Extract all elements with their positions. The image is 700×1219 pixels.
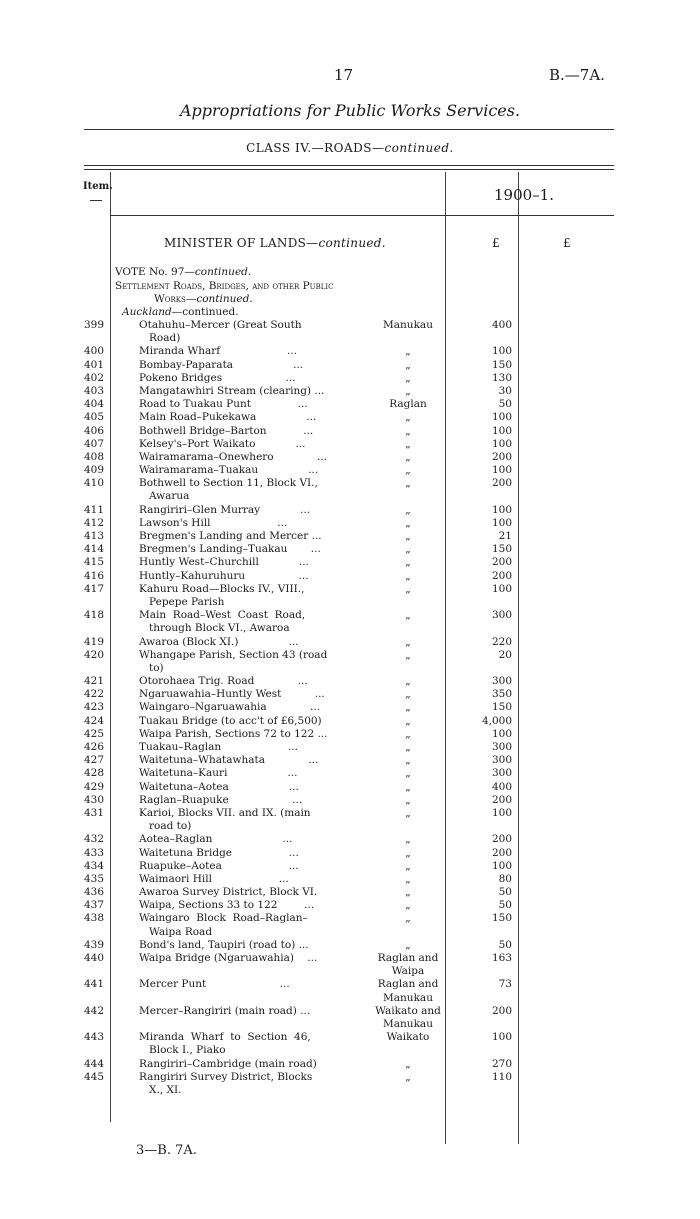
item-number: 419	[84, 635, 105, 648]
electoral-district: Raglan and	[377, 978, 439, 991]
table-row	[0, 570, 700, 583]
item-number: 423	[84, 701, 105, 714]
vote-heading	[115, 266, 251, 278]
vote-heading-main: VOTE No. 97—	[115, 266, 195, 278]
amount: 270	[491, 1057, 512, 1070]
electoral-district: „	[405, 503, 411, 516]
item-description: Ruapuke–Aotea ...	[139, 859, 299, 872]
page-number: 17	[334, 66, 354, 84]
electoral-district: Waikato and	[375, 1004, 441, 1017]
electoral-district: „	[405, 450, 411, 463]
amount: 21	[498, 530, 512, 542]
item-number: 414	[84, 543, 105, 556]
appropriations-table	[0, 319, 700, 1097]
item-description: through Block VI., Awaroa	[139, 622, 290, 635]
table-row	[0, 622, 700, 635]
item-number: 420	[84, 648, 105, 661]
item-number: 444	[84, 1057, 105, 1070]
table-row	[0, 609, 700, 622]
item-description: Main Road–Pukekawa ...	[139, 411, 317, 424]
amount: 200	[491, 569, 512, 582]
item-number: 429	[84, 780, 105, 793]
table-row	[0, 1071, 700, 1084]
amount: 100	[491, 516, 512, 529]
table-row	[0, 886, 700, 899]
electoral-district: „	[405, 938, 411, 951]
amount: 400	[491, 319, 512, 331]
table-top-rule-1	[84, 165, 614, 166]
item-description: road to)	[139, 820, 192, 833]
amount: 150	[491, 543, 512, 556]
amount: 100	[491, 411, 512, 424]
amount: 50	[498, 398, 512, 411]
item-description: Aotea–Raglan ...	[139, 833, 293, 846]
item-number: 399	[84, 319, 105, 331]
item-number: 400	[84, 345, 105, 358]
footer-reference: 3—B. 7A.	[136, 1143, 197, 1158]
table-row	[0, 1058, 700, 1071]
auckland-region: Auckland	[122, 306, 172, 318]
electoral-district: „	[405, 345, 411, 358]
electoral-district: „	[405, 1070, 411, 1083]
page-title: Appropriations for Public Works Services.	[179, 101, 521, 120]
item-number: 421	[84, 675, 105, 688]
electoral-district: „	[405, 648, 411, 661]
electoral-district: „	[405, 635, 411, 648]
amount: 200	[491, 450, 512, 463]
table-top-rule-2	[84, 169, 614, 170]
item-number: 404	[84, 398, 105, 411]
item-number: 402	[84, 371, 105, 384]
item-description: Waitetuna–Aotea ...	[139, 780, 299, 793]
electoral-district: „	[405, 1057, 411, 1070]
amount: 100	[491, 727, 512, 740]
electoral-district: „	[405, 741, 411, 753]
item-description: Waipa Road	[139, 925, 213, 938]
electoral-district: „	[405, 675, 411, 688]
electoral-district: „	[405, 384, 411, 397]
item-description: Lawson's Hill ...	[139, 516, 288, 529]
item-number: 443	[84, 1031, 105, 1044]
amount: 100	[491, 437, 512, 450]
item-description: Whangape Parish, Section 43 (road	[139, 648, 328, 661]
minister-heading	[164, 236, 386, 250]
item-description: Rangiriri Survey District, Blocks	[139, 1070, 313, 1083]
item-number: 438	[84, 912, 105, 925]
item-number: 440	[84, 952, 105, 964]
electoral-district: „	[405, 859, 411, 872]
item-description: Tuakau–Raglan ...	[139, 741, 298, 753]
table-row	[0, 438, 700, 451]
electoral-district: „	[405, 727, 411, 740]
item-description: Awaroa Survey District, Block VI.	[139, 886, 318, 899]
item-number: 413	[84, 530, 105, 542]
table-row	[0, 596, 700, 609]
minister-heading-continued: continued.	[318, 236, 386, 250]
table-row	[0, 556, 700, 569]
item-description: Awarua	[139, 490, 190, 503]
table-row	[0, 873, 700, 886]
electoral-district: „	[405, 806, 411, 819]
table-row	[0, 899, 700, 912]
class-title	[0, 141, 700, 155]
electoral-district: „	[405, 833, 411, 846]
amount: 300	[491, 741, 512, 753]
table-row	[0, 530, 700, 543]
table-row	[0, 451, 700, 464]
electoral-district: Raglan and	[377, 952, 439, 964]
table-row	[0, 543, 700, 556]
item-description: Awaroa (Block XI.) ...	[139, 635, 299, 648]
electoral-district: „	[405, 582, 411, 595]
amount: 200	[491, 477, 512, 490]
table-row	[0, 1005, 700, 1018]
item-description: Rangiriri–Cambridge (main road)	[139, 1057, 317, 1070]
electoral-district: „	[405, 424, 411, 437]
electoral-district: „	[405, 609, 411, 622]
amount: 100	[491, 345, 512, 358]
item-description: Rangiriri–Glen Murray ...	[139, 503, 311, 516]
table-row	[0, 715, 700, 728]
class-title-continued: continued.	[384, 141, 454, 155]
electoral-district: „	[405, 899, 411, 912]
settlement-roads-heading-2-main: Works—	[154, 293, 197, 305]
item-description: Waipa Parish, Sections 72 to 122 ...	[139, 727, 328, 740]
item-description: Ngaruawahia–Huntly West ...	[139, 688, 325, 701]
amount: 100	[491, 503, 512, 516]
item-number: 418	[84, 609, 105, 622]
electoral-district: Manukau	[383, 1017, 433, 1030]
table-row	[0, 675, 700, 688]
minister-heading-main: MINISTER OF LANDS—	[164, 236, 319, 250]
table-row	[0, 398, 700, 411]
electoral-district: „	[405, 530, 411, 542]
table-row	[0, 847, 700, 860]
item-number: 403	[84, 384, 105, 397]
table-row	[0, 807, 700, 820]
electoral-district: „	[405, 688, 411, 701]
item-number: 441	[84, 978, 105, 991]
item-number: 411	[84, 503, 105, 516]
item-number: 428	[84, 767, 105, 780]
item-number: 433	[84, 846, 105, 859]
table-row	[0, 662, 700, 675]
vote-heading-continued: continued.	[194, 266, 252, 278]
table-row	[0, 1018, 700, 1031]
header-bottom-rule	[110, 215, 614, 216]
item-number: 430	[84, 793, 105, 806]
electoral-district: „	[405, 714, 411, 727]
item-description: Huntly West–Churchill ...	[139, 556, 309, 569]
amount: 4,000	[481, 714, 512, 727]
item-description: Mercer–Rangiriri (main road) ...	[139, 1004, 311, 1017]
item-number: 405	[84, 411, 105, 424]
table-row	[0, 728, 700, 741]
amount: 400	[491, 780, 512, 793]
electoral-district: Raglan	[389, 398, 427, 411]
item-number: 415	[84, 556, 105, 569]
amount: 100	[491, 806, 512, 819]
table-row	[0, 965, 700, 978]
amount: 220	[491, 635, 512, 648]
item-number: 410	[84, 477, 105, 490]
item-description: Tuakau Bridge (to acc't of £6,500)	[139, 714, 322, 727]
table-row	[0, 345, 700, 358]
table-row	[0, 820, 700, 833]
table-row	[0, 978, 700, 991]
table-row	[0, 754, 700, 767]
pound-sign-col1: £	[492, 236, 500, 250]
item-description: Waitetuna Bridge ...	[139, 846, 299, 859]
electoral-district: „	[405, 464, 411, 477]
item-description: Bothwell Bridge–Barton ...	[139, 424, 314, 437]
item-number: 425	[84, 727, 105, 740]
item-description: Otorohaea Trig. Road ...	[139, 675, 308, 688]
table-row	[0, 425, 700, 438]
amount: 100	[491, 424, 512, 437]
table-row	[0, 701, 700, 714]
item-description: to)	[139, 661, 164, 674]
electoral-district: „	[405, 886, 411, 899]
amount: 100	[491, 464, 512, 477]
amount: 100	[491, 582, 512, 595]
electoral-district: „	[405, 912, 411, 925]
item-description: Waitetuna–Whatawhata ...	[139, 754, 319, 767]
amount: 100	[491, 859, 512, 872]
item-description: Bothwell to Section 11, Block VI.,	[139, 477, 318, 490]
item-number: 401	[84, 358, 105, 371]
table-row	[0, 741, 700, 754]
table-row	[0, 926, 700, 939]
item-description: Bond's land, Taupiri (road to) ...	[139, 938, 309, 951]
item-description: Bregmen's Landing–Tuakau ...	[139, 543, 321, 556]
electoral-district: Waikato	[386, 1031, 430, 1044]
table-row	[0, 860, 700, 873]
amount: 50	[498, 938, 512, 951]
table-row	[0, 992, 700, 1005]
item-number: 426	[84, 741, 105, 753]
amount: 200	[491, 1004, 512, 1017]
electoral-district: „	[405, 477, 411, 490]
item-column-header: Item.	[83, 181, 113, 192]
item-number: 431	[84, 806, 105, 819]
item-description: Karioi, Blocks VII. and IX. (main	[139, 806, 311, 819]
item-description: Waingaro–Ngaruawahia ...	[139, 701, 321, 714]
table-row	[0, 781, 700, 794]
amount: 350	[491, 688, 512, 701]
item-description: Waipa Bridge (Ngaruawahia) ...	[139, 952, 318, 964]
amount: 80	[498, 872, 512, 885]
item-description: Waimaori Hill ...	[139, 872, 289, 885]
table-row	[0, 319, 700, 332]
table-row	[0, 767, 700, 780]
auckland-continued: —continued.	[171, 306, 239, 318]
item-number: 432	[84, 833, 105, 846]
electoral-district: „	[405, 371, 411, 384]
electoral-district: Manukau	[383, 991, 433, 1004]
item-number: 424	[84, 714, 105, 727]
auckland-subheading	[122, 306, 239, 318]
item-description: Bombay-Paparata ...	[139, 358, 304, 371]
table-row	[0, 464, 700, 477]
item-number: 439	[84, 938, 105, 951]
table-row	[0, 332, 700, 345]
item-description: Otahuhu–Mercer (Great South	[139, 319, 302, 331]
electoral-district: „	[405, 872, 411, 885]
item-number: 427	[84, 754, 105, 767]
settlement-roads-heading-2-continued: continued.	[196, 293, 253, 305]
table-row	[0, 688, 700, 701]
table-row	[0, 1031, 700, 1044]
amount: 100	[491, 1031, 512, 1044]
table-row	[0, 912, 700, 925]
title-rule	[84, 129, 614, 130]
item-number: 416	[84, 569, 105, 582]
electoral-district: „	[405, 569, 411, 582]
amount: 200	[491, 846, 512, 859]
amount: 30	[498, 384, 512, 397]
item-header-dash	[90, 200, 102, 201]
item-description: Wairamarama–Onewhero ...	[139, 450, 328, 463]
table-row	[0, 517, 700, 530]
item-description: Waitetuna–Kauri ...	[139, 767, 298, 780]
table-row	[0, 504, 700, 517]
amount: 150	[491, 912, 512, 925]
amount: 200	[491, 793, 512, 806]
amount: 50	[498, 886, 512, 899]
year-header: 1900–1.	[494, 186, 554, 204]
electoral-district: Manukau	[383, 319, 433, 331]
electoral-district: „	[405, 767, 411, 780]
table-row	[0, 939, 700, 952]
table-row	[0, 1044, 700, 1057]
item-description: Miranda Wharf ...	[139, 345, 297, 358]
item-number: 435	[84, 872, 105, 885]
electoral-district: „	[405, 358, 411, 371]
item-description: Block I., Piako	[139, 1044, 226, 1057]
amount: 300	[491, 767, 512, 780]
settlement-roads-heading-2	[154, 293, 253, 305]
item-description: Pokeno Bridges ...	[139, 371, 296, 384]
item-description: Bregmen's Landing and Mercer ...	[139, 530, 322, 542]
table-row	[0, 794, 700, 807]
item-number: 412	[84, 516, 105, 529]
table-row	[0, 583, 700, 596]
electoral-district: „	[405, 437, 411, 450]
table-row	[0, 1084, 700, 1097]
item-description: Waingaro Block Road–Raglan–	[139, 912, 308, 925]
class-title-main: CLASS IV.—ROADS—	[246, 141, 385, 155]
table-row	[0, 833, 700, 846]
item-number: 417	[84, 582, 105, 595]
item-description: Road)	[139, 332, 181, 345]
amount: 110	[491, 1070, 512, 1083]
item-description: Road to Tuakau Punt ...	[139, 398, 308, 411]
electoral-district: „	[405, 516, 411, 529]
amount: 300	[491, 609, 512, 622]
table-row	[0, 411, 700, 424]
table-row	[0, 372, 700, 385]
item-description: Raglan–Ruapuke ...	[139, 793, 303, 806]
item-description: Kahuru Road—Blocks IV., VIII.,	[139, 582, 305, 595]
electoral-district: Waipa	[391, 965, 425, 978]
table-row	[0, 649, 700, 662]
pound-sign-col2: £	[563, 236, 571, 250]
item-description: X., XI.	[139, 1083, 182, 1096]
electoral-district: „	[405, 846, 411, 859]
document-reference: B.—7A.	[549, 66, 605, 84]
table-row	[0, 359, 700, 372]
electoral-district: „	[405, 411, 411, 424]
table-row	[0, 952, 700, 965]
item-description: Huntly–Kahuruhuru ...	[139, 569, 309, 582]
item-number: 434	[84, 859, 105, 872]
settlement-roads-heading: Settlement Roads, Bridges, and other Public	[115, 280, 334, 292]
amount: 200	[491, 833, 512, 846]
amount: 300	[491, 754, 512, 767]
item-description: Pepepe Parish	[139, 595, 225, 608]
table-row	[0, 636, 700, 649]
item-number: 409	[84, 464, 105, 477]
electoral-district: „	[405, 556, 411, 569]
amount: 163	[491, 952, 512, 964]
amount: 73	[498, 978, 512, 991]
electoral-district: „	[405, 543, 411, 556]
electoral-district: „	[405, 780, 411, 793]
amount: 130	[491, 371, 512, 384]
item-description: Kelsey's–Port Waikato ...	[139, 437, 306, 450]
amount: 20	[498, 648, 512, 661]
table-row	[0, 490, 700, 503]
item-number: 437	[84, 899, 105, 912]
table-row	[0, 477, 700, 490]
item-description: Mercer Punt ...	[139, 978, 290, 991]
item-number: 406	[84, 424, 105, 437]
table-row	[0, 385, 700, 398]
item-number: 436	[84, 886, 105, 899]
amount: 150	[491, 701, 512, 714]
item-description: Main Road–West Coast Road,	[139, 609, 306, 622]
amount: 150	[491, 358, 512, 371]
amount: 50	[498, 899, 512, 912]
electoral-district: „	[405, 701, 411, 714]
item-description: Wairamarama–Tuakau ...	[139, 464, 319, 477]
item-number: 407	[84, 437, 105, 450]
amount: 300	[491, 675, 512, 688]
electoral-district: „	[405, 754, 411, 767]
item-number: 408	[84, 450, 105, 463]
item-number: 442	[84, 1004, 105, 1017]
item-number: 422	[84, 688, 105, 701]
item-description: Mangatawhiri Stream (clearing) ...	[139, 384, 325, 397]
item-number: 445	[84, 1070, 105, 1083]
amount: 200	[491, 556, 512, 569]
electoral-district: „	[405, 793, 411, 806]
item-description: Miranda Wharf to Section 46,	[139, 1031, 311, 1044]
item-description: Waipa, Sections 33 to 122 ...	[139, 899, 315, 912]
